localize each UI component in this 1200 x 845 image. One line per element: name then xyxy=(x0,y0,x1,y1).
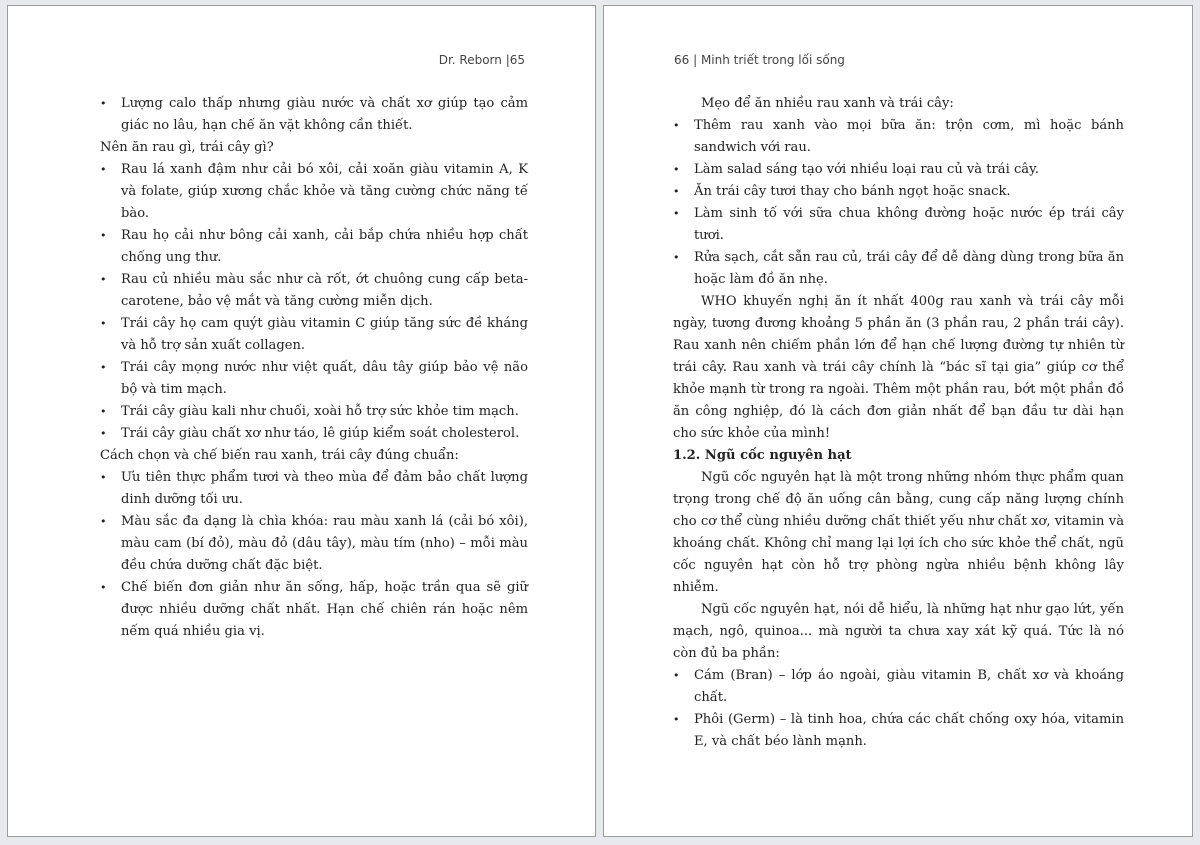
list-item: • Rửa sạch, cắt sẵn rau củ, trái cây để dễ dàng dùng trong bữa ăn hoặc làm đồ ăn nhẹ. xyxy=(673,247,1124,291)
list-item: • Làm salad sáng tạo với nhiều loại rau củ và trái cây. xyxy=(673,159,1124,181)
running-header: 66 | Minh triết trong lối sống xyxy=(674,53,845,67)
right-page xyxy=(603,5,1193,837)
running-header: Dr. Reborn |65 xyxy=(438,53,525,67)
paragraph: WHO khuyến nghị ăn ít nhất 400g rau xanh và trái cây mỗi ngày, tương đương khoảng 5 phần ăn (3 phần rau, 2 phần trái cây). Rau xanh nên chiếm phần lớn để hạn chế lượng đường tự nhiên từ trái cây. Rau xanh và trái cây chính là “bác sĩ tại gia” giúp cơ thể khỏe mạnh từ trong ra ngoài. Thêm một phần rau, bớt một phần đồ ăn công nghiệp, đó là cách đơn giản nhất để bạn đầu tư dài hạn cho sức khỏe của mình! xyxy=(673,294,1124,441)
list-item: • Trái cây mọng nước như việt quất, dâu tây giúp bảo vệ não bộ và tim mạch. xyxy=(100,357,528,401)
paragraph: Ngũ cốc nguyên hạt là một trong những nhóm thực phẩm quan trọng trong chế độ ăn uống cân bằng, cung cấp năng lượng chính cho cơ thể cùng nhiều dưỡng chất thiết yếu như chất xơ, vitamin và khoáng chất. Không chỉ mang lại lợi ích cho sức khỏe thể chất, ngũ cốc nguyên hạt còn hỗ trợ phòng ngừa nhiều bệnh không lây nhiễm. xyxy=(673,470,1124,595)
list-item: • Rau củ nhiều màu sắc như cà rốt, ớt chuông cung cấp beta-carotene, bảo vệ mắt và tăng cường miễn dịch. xyxy=(100,269,528,313)
list-item: • Thêm rau xanh vào mọi bữa ăn: trộn cơm, mì hoặc bánh sandwich với rau. xyxy=(673,115,1124,159)
list-item: • Trái cây giàu kali như chuối, xoài hỗ trợ sức khỏe tim mạch. xyxy=(100,401,528,423)
list-item: • Ưu tiên thực phẩm tươi và theo mùa để đảm bảo chất lượng dinh dưỡng tối ưu. xyxy=(100,467,528,511)
list-item: • Phôi (Germ) – là tinh hoa, chứa các chất chống oxy hóa, vitamin E, và chất béo lành mạnh. xyxy=(673,709,1124,753)
section-heading: 1.2. Ngũ cốc nguyên hạt xyxy=(673,448,852,463)
paragraph: Nên ăn rau gì, trái cây gì? xyxy=(100,140,274,155)
list-item: • Chế biến đơn giản như ăn sống, hấp, hoặc trần qua sẽ giữ được nhiều dưỡng chất nhất. Hạn chế chiên rán hoặc nêm nếm quá nhiều gia vị. xyxy=(100,577,528,643)
list-item: • Lượng calo thấp nhưng giàu nước và chất xơ giúp tạo cảm giác no lâu, hạn chế ăn vặt không cần thiết. xyxy=(100,93,528,137)
paragraph: Mẹo để ăn nhiều rau xanh và trái cây: xyxy=(701,96,954,111)
page-body xyxy=(673,93,1124,753)
list-item: • Trái cây họ cam quýt giàu vitamin C giúp tăng sức đề kháng và hỗ trợ sản xuất collagen. xyxy=(100,313,528,357)
page-body xyxy=(100,93,528,643)
list-item: • Làm sinh tố với sữa chua không đường hoặc nước ép trái cây tươi. xyxy=(673,203,1124,247)
list-item: • Màu sắc đa dạng là chìa khóa: rau màu xanh lá (cải bó xôi), màu cam (bí đỏ), màu đỏ (dâu tây), màu tím (nho) – mỗi màu đều chứa dưỡng chất đặc biệt. xyxy=(100,511,528,577)
list-item: • Rau họ cải như bông cải xanh, cải bắp chứa nhiều hợp chất chống ung thư. xyxy=(100,225,528,269)
left-page xyxy=(7,5,596,837)
paragraph: Cách chọn và chế biến rau xanh, trái cây đúng chuẩn: xyxy=(100,448,459,463)
list-item: • Rau lá xanh đậm như cải bó xôi, cải xoăn giàu vitamin A, K và folate, giúp xương chắc khỏe và tăng cường chức năng tế bào. xyxy=(100,159,528,225)
list-item: • Ăn trái cây tươi thay cho bánh ngọt hoặc snack. xyxy=(673,181,1124,203)
paragraph: Ngũ cốc nguyên hạt, nói dễ hiểu, là những hạt như gạo lứt, yến mạch, ngô, quinoa... mà người ta chưa xay xát kỹ quá. Tức là nó còn đủ ba phần: xyxy=(673,602,1124,661)
list-item: • Trái cây giàu chất xơ như táo, lê giúp kiểm soát cholesterol. xyxy=(100,423,528,445)
list-item: • Cám (Bran) – lớp áo ngoài, giàu vitamin B, chất xơ và khoáng chất. xyxy=(673,665,1124,709)
